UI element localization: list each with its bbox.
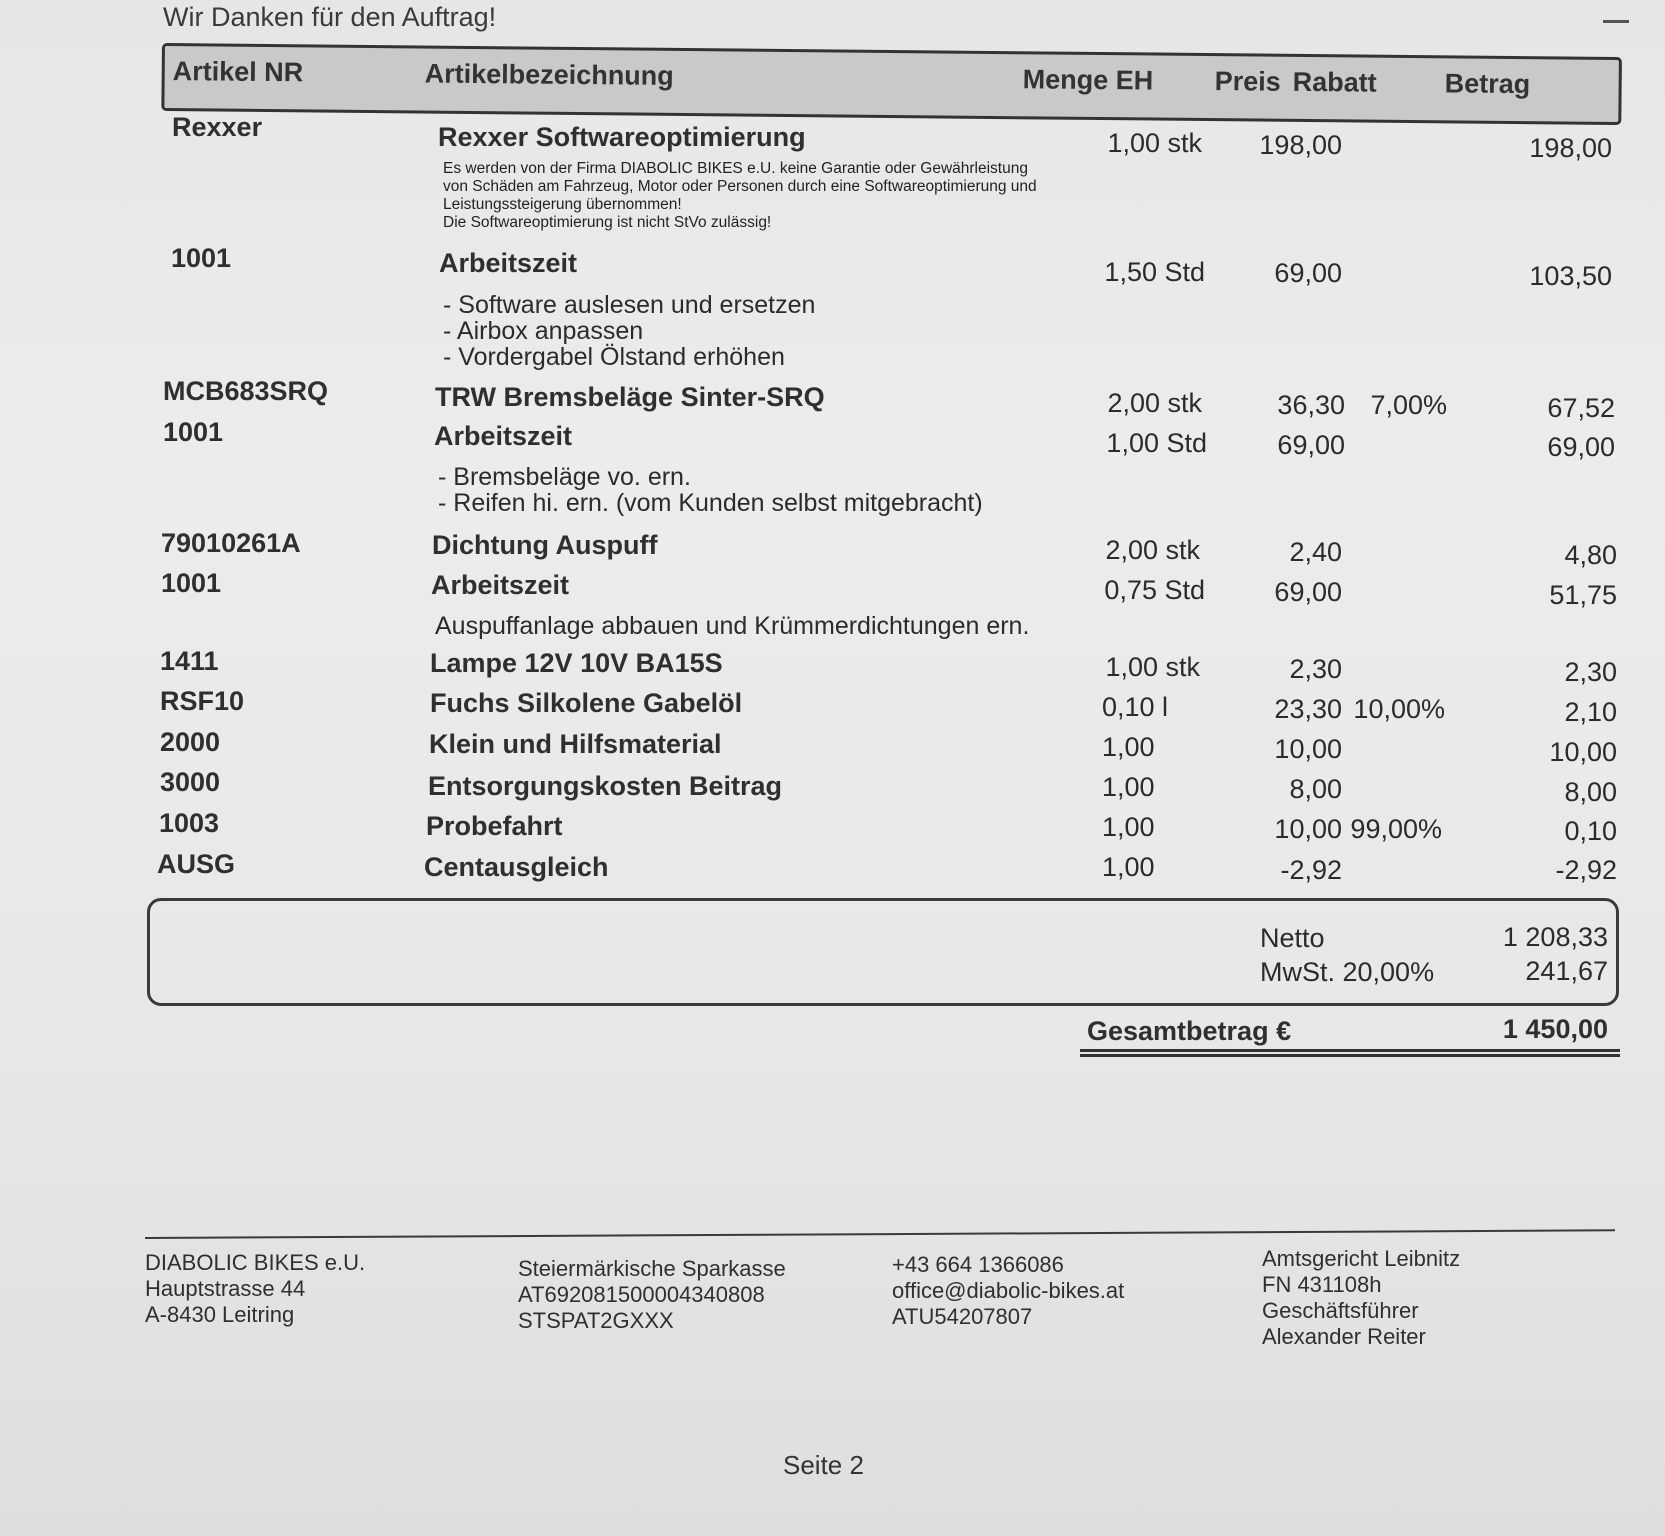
desc-line: Auspuffanlage abbauen und Krümmerdichtungen ern. bbox=[435, 612, 1030, 640]
item-amount: 198,00 bbox=[1529, 133, 1612, 163]
item-desc bbox=[435, 613, 1029, 639]
item-name: Probefahrt bbox=[426, 811, 563, 841]
item-discount: 7,00% bbox=[1370, 390, 1447, 420]
footer-court bbox=[1262, 1246, 1460, 1350]
item-price: 198,00 bbox=[1259, 130, 1342, 160]
item-nr: AUSG bbox=[157, 849, 236, 879]
item-qty: 1,00 Std bbox=[1106, 428, 1207, 458]
item-name: Arbeitszeit bbox=[434, 421, 573, 451]
item-name: Arbeitszeit bbox=[439, 248, 578, 278]
item-name: Fuchs Silkolene Gabelöl bbox=[430, 688, 743, 718]
item-name: Klein und Hilfsmaterial bbox=[429, 729, 722, 759]
col-artikel-nr: Artikel NR bbox=[172, 56, 304, 88]
mwst-label: MwSt. 20,00% bbox=[1260, 957, 1435, 987]
item-qty: 1,50 Std bbox=[1104, 257, 1205, 287]
item-discount: 99,00% bbox=[1350, 814, 1442, 844]
footer-divider bbox=[145, 1229, 1615, 1239]
desc-line: - Software auslesen und ersetzen bbox=[443, 291, 816, 319]
footer-line: Alexander Reiter bbox=[1262, 1324, 1426, 1349]
item-price: 8,00 bbox=[1289, 774, 1342, 804]
page-number: Seite 2 bbox=[783, 1450, 864, 1480]
col-bezeichnung: Artikelbezeichnung bbox=[424, 58, 674, 91]
item-name: Lampe 12V 10V BA15S bbox=[430, 648, 723, 678]
item-nr: 79010261A bbox=[161, 528, 301, 558]
item-qty: 1,00 stk bbox=[1105, 652, 1200, 682]
desc-line: - Vordergabel Ölstand erhöhen bbox=[443, 343, 785, 371]
item-amount: 0,10 bbox=[1564, 816, 1617, 846]
footer-bank bbox=[518, 1256, 786, 1334]
footer-line: FN 431108h bbox=[1262, 1272, 1382, 1297]
item-nr: 1001 bbox=[171, 243, 232, 273]
item-note bbox=[443, 160, 1103, 232]
item-nr: 1003 bbox=[159, 808, 220, 838]
item-price: 69,00 bbox=[1274, 258, 1342, 288]
table-header bbox=[161, 43, 1622, 125]
note-line: Es werden von der Firma DIABOLIC BIKES e.U. keine Garantie oder Gewährleistung bbox=[443, 160, 1028, 177]
item-name: Centausgleich bbox=[424, 852, 609, 882]
item-amount: 8,00 bbox=[1564, 777, 1617, 807]
item-amount: 2,30 bbox=[1564, 657, 1617, 687]
item-qty: 1,00 stk bbox=[1107, 128, 1202, 158]
item-qty: 1,00 bbox=[1102, 732, 1155, 762]
item-discount: 10,00% bbox=[1353, 694, 1445, 724]
item-nr: 1411 bbox=[160, 646, 219, 676]
item-desc bbox=[443, 292, 815, 370]
item-nr: Rexxer bbox=[172, 112, 263, 142]
totals-box bbox=[147, 898, 1619, 1006]
footer-line: A-8430 Leitring bbox=[145, 1302, 295, 1327]
thank-you-text: Wir Danken für den Auftrag! bbox=[163, 2, 497, 32]
item-desc bbox=[438, 464, 983, 516]
item-price: 36,30 bbox=[1277, 390, 1345, 420]
note-line: Die Softwareoptimierung ist nicht StVo zulässig! bbox=[443, 214, 772, 231]
item-nr: 1001 bbox=[163, 417, 224, 447]
item-qty: 0,10 l bbox=[1102, 692, 1169, 722]
item-price: 2,40 bbox=[1289, 537, 1342, 567]
footer-line: +43 664 1366086 bbox=[892, 1252, 1064, 1277]
item-amount: 4,80 bbox=[1564, 540, 1617, 570]
item-nr: RSF10 bbox=[160, 686, 245, 716]
item-qty: 0,75 Std bbox=[1104, 575, 1205, 605]
item-nr: MCB683SRQ bbox=[163, 376, 329, 406]
col-betrag: Betrag bbox=[1444, 68, 1531, 100]
item-amount: 10,00 bbox=[1549, 737, 1617, 767]
double-underline bbox=[1080, 1049, 1620, 1057]
item-price: -2,92 bbox=[1280, 855, 1342, 885]
desc-line: - Reifen hi. ern. (vom Kunden selbst mitgebracht) bbox=[438, 489, 983, 517]
footer-line: AT692081500004340808 bbox=[518, 1282, 765, 1307]
item-nr: 1001 bbox=[161, 568, 222, 598]
footer-contact bbox=[892, 1252, 1124, 1330]
item-name: TRW Bremsbeläge Sinter-SRQ bbox=[435, 382, 825, 412]
note-line: von Schäden am Fahrzeug, Motor oder Personen durch eine Softwareoptimierung und bbox=[443, 178, 1037, 195]
item-price: 69,00 bbox=[1274, 577, 1342, 607]
item-qty: 2,00 stk bbox=[1107, 388, 1202, 418]
item-name: Entsorgungskosten Beitrag bbox=[428, 771, 783, 801]
gesamt-value: 1 450,00 bbox=[1502, 1014, 1608, 1044]
item-amount: -2,92 bbox=[1555, 855, 1617, 885]
item-nr: 2000 bbox=[160, 727, 221, 757]
item-amount: 69,00 bbox=[1547, 432, 1615, 462]
footer-line: DIABOLIC BIKES e.U. bbox=[145, 1250, 366, 1275]
item-price: 2,30 bbox=[1289, 654, 1342, 684]
gesamt-label: Gesamtbetrag € bbox=[1087, 1016, 1292, 1046]
footer-line: Hauptstrasse 44 bbox=[145, 1276, 306, 1301]
item-name: Dichtung Auspuff bbox=[432, 530, 658, 560]
item-amount: 103,50 bbox=[1529, 261, 1612, 291]
mwst-value: 241,67 bbox=[1525, 956, 1608, 986]
col-menge: Menge EH bbox=[1022, 64, 1154, 96]
item-qty: 1,00 bbox=[1102, 852, 1155, 882]
footer-line: ATU54207807 bbox=[892, 1304, 1033, 1329]
footer-line: office@diabolic-bikes.at bbox=[892, 1278, 1125, 1303]
footer-line: Steiermärkische Sparkasse bbox=[518, 1256, 786, 1281]
item-qty: 2,00 stk bbox=[1105, 535, 1200, 565]
item-amount: 67,52 bbox=[1547, 393, 1615, 423]
item-amount: 2,10 bbox=[1564, 697, 1617, 727]
footer-company bbox=[145, 1250, 365, 1328]
corner-mark bbox=[1603, 20, 1629, 23]
item-name: Arbeitszeit bbox=[431, 570, 570, 600]
item-name: Rexxer Softwareoptimierung bbox=[438, 122, 806, 152]
item-price: 10,00 bbox=[1274, 814, 1342, 844]
item-qty: 1,00 bbox=[1102, 772, 1155, 802]
note-line: Leistungssteigerung übernommen! bbox=[443, 196, 682, 213]
desc-line: - Bremsbeläge vo. ern. bbox=[438, 463, 691, 491]
netto-label: Netto bbox=[1260, 923, 1325, 953]
item-nr: 3000 bbox=[160, 767, 221, 797]
netto-value: 1 208,33 bbox=[1502, 922, 1608, 952]
item-price: 23,30 bbox=[1274, 694, 1342, 724]
desc-line: - Airbox anpassen bbox=[443, 317, 644, 345]
item-qty: 1,00 bbox=[1102, 812, 1155, 842]
col-rabatt: Rabatt bbox=[1292, 66, 1377, 98]
item-amount: 51,75 bbox=[1549, 580, 1617, 610]
footer-line: Geschäftsführer bbox=[1262, 1298, 1419, 1323]
footer-line: STSPAT2GXXX bbox=[518, 1308, 674, 1333]
col-preis: Preis bbox=[1214, 66, 1281, 97]
item-price: 69,00 bbox=[1277, 430, 1345, 460]
footer-line: Amtsgericht Leibnitz bbox=[1262, 1246, 1461, 1271]
item-price: 10,00 bbox=[1274, 734, 1342, 764]
